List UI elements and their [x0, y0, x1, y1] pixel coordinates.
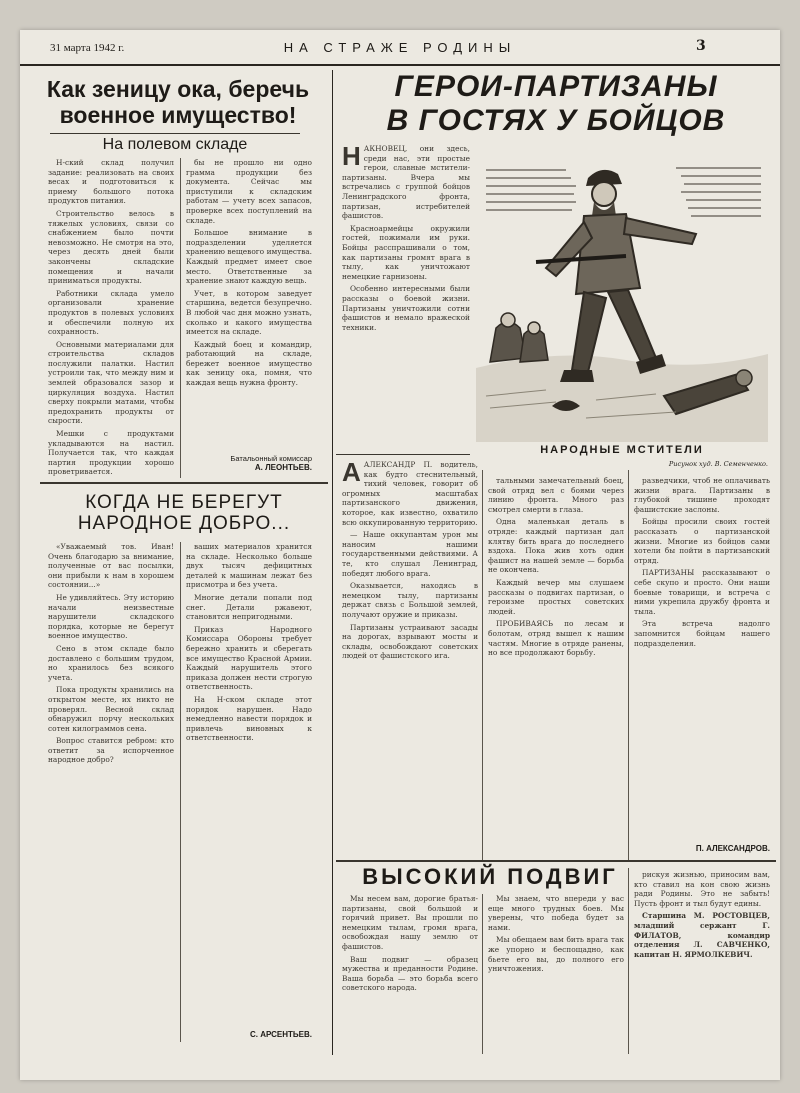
left-headline: [28, 76, 328, 128]
newspaper-name: НА СТРАЖЕ РОДИНЫ: [283, 40, 517, 55]
paragraph: рискуя жизнью, приносим вам, кто ставил на кон свою жизнь ради Родины. Это не забыть! Пусть фронт и тыл будут едины.: [634, 870, 770, 908]
illustration-partisan: [476, 138, 768, 442]
lead-text: АКНОВЕЦ, они здесь, среди нас, эти простые герои, славные мстители-партизаны. Вчера мы встречались с группой бойцов Ленинградского фронта, партизан, истребителей фашистов.: [342, 144, 470, 221]
paragraph: Приказ Народного Комиссара Обороны требует бережно хранить и сберегать все имущество Красной Армии. Каждый нарушитель этого приказа должен нести строгую ответственность.: [186, 624, 312, 692]
paragraph: Мы знаем, что впереди у вас еще много трудных боев. Мы уверены, что победа будет за нами.: [488, 894, 624, 932]
signature-role: Батальонный комиссар: [230, 454, 312, 463]
paragraph: Вопрос ставится ребром: кто ответит за испорченное народное добро?: [48, 736, 174, 765]
signature-leontiev: [186, 454, 312, 472]
bottom-article-column-1: [342, 894, 478, 1054]
paragraph: Эта встреча надолго запомнится бойцам нашего подразделения.: [634, 619, 770, 648]
paragraph: Бойцы просили своих гостей рассказать о партизанской жизни. Многие из бойцов сами хотели бы пойти в партизанский отряд.: [634, 517, 770, 565]
right-headline: [338, 70, 774, 138]
second-article-column-2: [186, 542, 312, 1022]
issue-date: 31 марта 1942 г.: [50, 42, 125, 54]
page-header: [20, 30, 780, 66]
paragraph: Мы несем вам, дорогие братья-партизаны, свой большой и горячий привет. Вы прошли по немецким тылам, громя врага, освобождая нашу землю от фашистов.: [342, 894, 478, 951]
column-divider: [628, 868, 629, 1054]
paragraph: Мешки с продуктами укладываются на настил. Получается так, что каждая партия продукции хорошо проветривается.: [48, 429, 174, 477]
column-divider: [180, 158, 181, 478]
paragraph: На Н-ском складе этот порядок нарушен. Надо немедленно навести порядок и привлечь виновных к ответственности.: [186, 694, 312, 743]
newspaper-page: [20, 30, 780, 1080]
paragraph: Мы обещаем вам бить врага так же упорно и беспощадно, как бьете его вы, до полного его уничтожения.: [488, 935, 624, 974]
left-headline-line-2: военное имущество!: [59, 102, 297, 128]
paragraph: Сено в этом складе было доставлено с большим трудом, но хранилось без всякого учета.: [48, 643, 174, 682]
paragraph: Каждый вечер мы слушаем рассказы о подвигах партизан, о героизме простых советских людей.: [488, 577, 624, 616]
paragraph: Партизаны устраивают засады на дорогах, взрывают мосты и склады, освобождают советских людей от фашистского ига.: [342, 622, 478, 661]
paragraph: разведчики, чтоб не оплачивать жизни врага. Партизаны в глубокой тишине проходят фашистские заслоны.: [634, 476, 770, 514]
paragraph: [342, 144, 470, 221]
paragraph: Многие детали попали под снег. Детали ржавеют, становятся непригодными.: [186, 592, 312, 622]
paragraph: Основными материалами для строительства складов послужили палатки. Настил устроили так, что между ним и землей образовался зазор и циркуляция воздуха. Настил сверху покрыли матами, чтобы предохранить продукты от сырости.: [48, 339, 174, 426]
illustration-caption: НАРОДНЫЕ МСТИТЕЛИ: [540, 444, 704, 456]
column-divider: [180, 542, 181, 1042]
bottom-headline: ВЫСОКИЙ ПОДВИГ: [362, 864, 618, 889]
signature-name: А. ЛЕОНТЬЕВ.: [254, 463, 312, 472]
column-divider: [482, 470, 483, 860]
section-rule: [336, 860, 776, 862]
paragraph: Каждый боец и командир, работающий на складе, бережет военное имущество как зеницу ока, помня, что каждая вещь нужна фронту.: [186, 339, 312, 388]
left-article-column-2: [186, 158, 312, 450]
left-subhead: На полевом складе: [102, 136, 248, 153]
paragraph: Одна маленькая деталь в отряде: каждый партизан дал клятву бить врага до последнего вздоха. Пока жив хоть один фашист на нашей земле — борьба не окончена.: [488, 517, 624, 575]
partisan-drawing: [476, 138, 768, 442]
paragraph: Оказывается, находясь в немецком тылу, партизаны держат связь с Большой землей, получают оружие и приказы.: [342, 581, 478, 619]
right-article-column-c: [634, 476, 770, 840]
paragraph: Н-ский склад получил задание: реализовать на своих весах и подготовиться к приему большого потока продуктов питания.: [48, 158, 174, 206]
lead-rule: [336, 454, 470, 455]
paragraph: Учет, в котором заведует старшина, ведется безупречно. В любой час дня можно узнать, сколько и какого имущества имеется на складе.: [186, 288, 312, 337]
paragraph: бы не прошло ни одно грамма продукции без документа. Сейчас мы приступили к складским работам — учету всех запасов, проверке всех поступлений на складе.: [186, 158, 312, 225]
left-headline-line-1: Как зеницу ока, беречь: [46, 76, 310, 102]
right-headline-line-2: В ГОСТЯХ У БОЙЦОВ: [386, 104, 726, 137]
paragraph: ПРОБИВАЯСЬ по лесам и болотам, отряд вышел к нашим частям. Многие в отряде ранены, но все продолжают борьбу.: [488, 619, 624, 658]
section-rule: [40, 482, 328, 484]
paragraph: Не удивляйтесь. Эту историю начали неизвестные нарушители складского порядка, которые не берегут военное имущество.: [48, 592, 174, 641]
headline-rule: [50, 133, 300, 134]
page-column-divider: [332, 70, 333, 1055]
paragraph: ваших материалов хранится на складе. Несколько больше двух тысяч дефицитных деталей к машинам лежат без присмотра и без учета.: [186, 542, 312, 590]
right-article-column-b: [488, 476, 624, 860]
second-article-headline: [40, 492, 328, 534]
paragraph: тальными замечательный боец, свой отряд вел с боями через линию фронта. Много раз смотрел смерти в глаза.: [488, 476, 624, 514]
second-article-column-1: [48, 542, 174, 1042]
drop-cap: А: [342, 460, 361, 487]
illustration-credit: Рисунок худ. В. Семенченко.: [668, 460, 768, 468]
paragraph: Красноармейцы окружили гостей, пожимали им руки. Бойцы расспрашивали о том, как партизаны громят врага в тылу, как уничтожают немецкие гарнизоны.: [342, 223, 470, 281]
paragraph: Строительство велось в тяжелых условиях, связи со снабжением было почти невозможно. Не смотря на это, через десять дней были закончены складские помещения и начали приниматься продукты.: [48, 208, 174, 286]
paragraph: ПАРТИЗАНЫ рассказывают о себе скупо и просто. Они наши боевые товарищи, и встреча с ними укрепила дружбу фронта и тыла.: [634, 568, 770, 616]
signature-alexandrov: П. АЛЕКСАНДРОВ.: [695, 844, 770, 853]
right-lead-column: [342, 144, 470, 444]
paragraph: «Уважаемый тов. Иван! Очень благодарю за внимание, полученные от вас посылки, они прибыли к нам в хорошем состоянии...»: [48, 542, 174, 590]
paragraph-signatures: Старшина М. РОСТОВЦЕВ, младший сержант Г. ФИЛАТОВ, командир отделения Л. САВЧЕНКО, капитан Н. ЯРМОЛКЕВИЧ.: [634, 911, 770, 959]
left-article-column-1: [48, 158, 174, 480]
paragraph: Большое внимание в подразделении уделяется хранению вещевого имущества. Каждый предмет имеет свое место. Ответственные за хранение знают каждую вещь.: [186, 228, 312, 286]
paragraph-text: АЛЕКСАНДР П. водитель, как будто стеснительный, тихий человек, говорит об огромных масштабах партизанского движения, которое, как известно, охватило всю оккупированную территорию.: [342, 460, 478, 527]
paragraph: Ваш подвиг — образец мужества и преданности Родине. Ваша борьба — это борьба всего советского народа.: [342, 954, 478, 993]
bottom-article-column-3: [634, 870, 770, 1054]
paragraph: [342, 460, 478, 527]
column-divider: [628, 470, 629, 860]
bottom-article-column-2: [488, 894, 624, 1054]
paragraph: Работники склада умело организовали хранение продуктов в полевых условиях и обеспечили полную их сохранность.: [48, 288, 174, 337]
page-number: 3: [696, 38, 706, 54]
right-headline-line-1: ГЕРОИ-ПАРТИЗАНЫ: [394, 70, 718, 103]
paragraph: Пока продукты хранились на открытом месте, их никто не проверял. Весной склад обнаружил порчу нескольких сотен килограммов сена.: [48, 685, 174, 733]
second-headline-line-2: НАРОДНОЕ ДОБРО...: [77, 513, 291, 534]
column-divider: [482, 894, 483, 1054]
paragraph: — Наше оккупантам урон мы наносим нашими государственными действиями. А те, кто слушал Ленинград, победят любого врага.: [342, 530, 478, 578]
signature-arsentiev: С. АРСЕНТЬЕВ.: [250, 1030, 312, 1039]
right-article-column-a: [342, 460, 478, 860]
second-headline-line-1: КОГДА НЕ БЕРЕГУТ: [85, 492, 283, 513]
drop-cap: Н: [342, 144, 361, 171]
paragraph: Особенно интересными были рассказы о боевой жизни. Партизаны уничтожили сотни фашистов и немало вражеской техники.: [342, 284, 470, 332]
